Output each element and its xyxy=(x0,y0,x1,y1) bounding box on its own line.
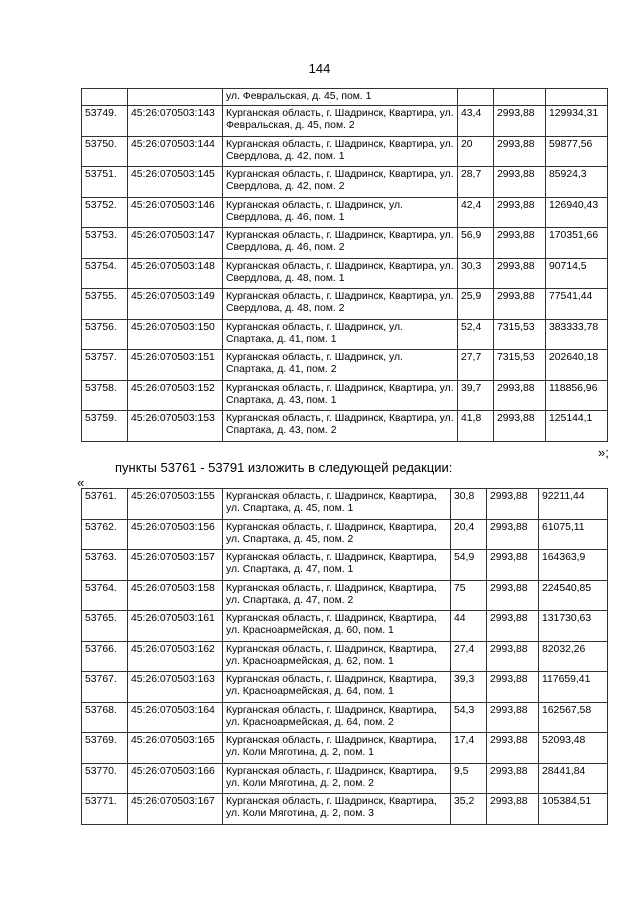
table-row xyxy=(82,550,608,581)
area-cell: 56,9 xyxy=(458,228,494,259)
row-number-cell: 53763. xyxy=(82,550,128,581)
value-cell xyxy=(546,89,608,106)
rate-cell: 2993,88 xyxy=(494,136,546,167)
cadastral-number-cell: 45:26:070503:153 xyxy=(128,411,223,442)
cadastral-number-cell: 45:26:070503:147 xyxy=(128,228,223,259)
cadastral-number-cell: 45:26:070503:167 xyxy=(128,794,223,825)
address-cell: Курганская область, г. Шадринск, Квартира, ул. Свердлова, д. 42, пом. 2 xyxy=(223,167,458,198)
value-cell: 164363,9 xyxy=(539,550,608,581)
row-number-cell: 53751. xyxy=(82,167,128,198)
address-cell: Курганская область, г. Шадринск, Квартира, ул. Коли Мяготина, д. 2, пом. 1 xyxy=(223,733,451,764)
value-cell: 77541,44 xyxy=(546,289,608,320)
cadastral-number-cell: 45:26:070503:165 xyxy=(128,733,223,764)
value-cell: 90714,5 xyxy=(546,258,608,289)
cadastral-number-cell: 45:26:070503:151 xyxy=(128,350,223,381)
rate-cell: 2993,88 xyxy=(494,228,546,259)
address-cell: Курганская область, г. Шадринск, Квартира, ул. Свердлова, д. 48, пом. 2 xyxy=(223,289,458,320)
table-row xyxy=(82,611,608,642)
value-cell: 170351,66 xyxy=(546,228,608,259)
opening-quote: « xyxy=(77,475,85,490)
value-cell: 202640,18 xyxy=(546,350,608,381)
row-number-cell: 53756. xyxy=(82,319,128,350)
area-cell: 75 xyxy=(451,580,487,611)
area-cell: 35,2 xyxy=(451,794,487,825)
area-cell: 39,7 xyxy=(458,380,494,411)
cadastral-number-cell: 45:26:070503:155 xyxy=(128,489,223,520)
address-cell: Курганская область, г. Шадринск, Квартира, ул. Коли Мяготина, д. 2, пом. 2 xyxy=(223,763,451,794)
cadastral-number-cell: 45:26:070503:144 xyxy=(128,136,223,167)
row-number-cell: 53766. xyxy=(82,641,128,672)
address-cell: ул. Февральская, д. 45, пом. 1 xyxy=(223,89,458,106)
address-cell: Курганская область, г. Шадринск, Квартира, ул. Спартака, д. 45, пом. 1 xyxy=(223,489,451,520)
rate-cell: 2993,88 xyxy=(487,672,539,703)
value-cell: 61075,11 xyxy=(539,519,608,550)
rate-cell: 2993,88 xyxy=(487,641,539,672)
value-cell: 126940,43 xyxy=(546,197,608,228)
rate-cell: 7315,53 xyxy=(494,350,546,381)
address-cell: Курганская область, г. Шадринск, Квартира, ул. Красноармейская, д. 64, пом. 1 xyxy=(223,672,451,703)
table-row xyxy=(82,411,608,442)
area-cell: 41,8 xyxy=(458,411,494,442)
row-number-cell: 53758. xyxy=(82,380,128,411)
row-number-cell: 53755. xyxy=(82,289,128,320)
rate-cell: 2993,88 xyxy=(487,611,539,642)
value-cell: 383333,78 xyxy=(546,319,608,350)
area-cell: 54,3 xyxy=(451,702,487,733)
area-cell: 52,4 xyxy=(458,319,494,350)
rate-cell: 2993,88 xyxy=(494,197,546,228)
rate-cell xyxy=(494,89,546,106)
table-row xyxy=(82,672,608,703)
row-number-cell: 53759. xyxy=(82,411,128,442)
row-number-cell: 53765. xyxy=(82,611,128,642)
cadastral-number-cell: 45:26:070503:143 xyxy=(128,106,223,137)
table-row xyxy=(82,733,608,764)
address-cell: Курганская область, г. Шадринск, Квартира, ул. Февральская, д. 45, пом. 2 xyxy=(223,106,458,137)
area-cell: 54,9 xyxy=(451,550,487,581)
value-cell: 125144,1 xyxy=(546,411,608,442)
address-cell: Курганская область, г. Шадринск, ул. Спартака, д. 41, пом. 1 xyxy=(223,319,458,350)
table-row xyxy=(82,167,608,198)
table-row xyxy=(82,319,608,350)
cadastral-number-cell: 45:26:070503:148 xyxy=(128,258,223,289)
table-row xyxy=(82,380,608,411)
rate-cell: 2993,88 xyxy=(494,106,546,137)
address-cell: Курганская область, г. Шадринск, Квартира, ул. Спартака, д. 43, пом. 2 xyxy=(223,411,458,442)
value-cell: 28441,84 xyxy=(539,763,608,794)
cadastral-number-cell: 45:26:070503:152 xyxy=(128,380,223,411)
table-row xyxy=(82,350,608,381)
row-number-cell xyxy=(82,89,128,106)
cadastral-number-cell: 45:26:070503:150 xyxy=(128,319,223,350)
area-cell: 30,3 xyxy=(458,258,494,289)
rate-cell: 2993,88 xyxy=(494,380,546,411)
row-number-cell: 53770. xyxy=(82,763,128,794)
rate-cell: 2993,88 xyxy=(487,580,539,611)
area-cell: 39,3 xyxy=(451,672,487,703)
value-cell: 52093,48 xyxy=(539,733,608,764)
value-cell: 59877,56 xyxy=(546,136,608,167)
rate-cell: 2993,88 xyxy=(487,550,539,581)
area-cell: 44 xyxy=(451,611,487,642)
address-cell: Курганская область, г. Шадринск, Квартира, ул. Свердлова, д. 46, пом. 2 xyxy=(223,228,458,259)
cadastral-number-cell: 45:26:070503:157 xyxy=(128,550,223,581)
area-cell: 9,5 xyxy=(451,763,487,794)
address-cell: Курганская область, г. Шадринск, Квартира, ул. Красноармейская, д. 62, пом. 1 xyxy=(223,641,451,672)
value-cell: 92211,44 xyxy=(539,489,608,520)
area-cell: 30,8 xyxy=(451,489,487,520)
cadastral-number-cell: 45:26:070503:146 xyxy=(128,197,223,228)
rate-cell: 2993,88 xyxy=(494,167,546,198)
cadastral-number-cell: 45:26:070503:163 xyxy=(128,672,223,703)
rate-cell: 2993,88 xyxy=(487,702,539,733)
address-cell: Курганская область, г. Шадринск, ул. Свердлова, д. 46, пом. 1 xyxy=(223,197,458,228)
rate-cell: 2993,88 xyxy=(494,411,546,442)
area-cell: 42,4 xyxy=(458,197,494,228)
table-row xyxy=(82,289,608,320)
area-cell: 43,4 xyxy=(458,106,494,137)
cadastral-number-cell: 45:26:070503:166 xyxy=(128,763,223,794)
area-cell: 28,7 xyxy=(458,167,494,198)
row-number-cell: 53754. xyxy=(82,258,128,289)
row-number-cell: 53767. xyxy=(82,672,128,703)
table-row xyxy=(82,763,608,794)
cadastral-number-cell: 45:26:070503:156 xyxy=(128,519,223,550)
address-cell: Курганская область, г. Шадринск, Квартира, ул. Свердлова, д. 48, пом. 1 xyxy=(223,258,458,289)
value-cell: 82032,26 xyxy=(539,641,608,672)
row-number-cell: 53757. xyxy=(82,350,128,381)
rate-cell: 2993,88 xyxy=(487,519,539,550)
address-cell: Курганская область, г. Шадринск, Квартира, ул. Свердлова, д. 42, пом. 1 xyxy=(223,136,458,167)
table-row xyxy=(82,641,608,672)
property-table-continued xyxy=(81,88,608,442)
area-cell: 27,7 xyxy=(458,350,494,381)
row-number-cell: 53752. xyxy=(82,197,128,228)
area-cell xyxy=(458,89,494,106)
row-number-cell: 53771. xyxy=(82,794,128,825)
area-cell: 20,4 xyxy=(451,519,487,550)
rate-cell: 2993,88 xyxy=(494,258,546,289)
row-number-cell: 53764. xyxy=(82,580,128,611)
table-row xyxy=(82,519,608,550)
table-row xyxy=(82,794,608,825)
page-number: 144 xyxy=(308,61,331,76)
rate-cell: 7315,53 xyxy=(494,319,546,350)
row-number-cell: 53761. xyxy=(82,489,128,520)
rate-cell: 2993,88 xyxy=(487,733,539,764)
value-cell: 117659,41 xyxy=(539,672,608,703)
table-row xyxy=(82,258,608,289)
cadastral-number-cell: 45:26:070503:161 xyxy=(128,611,223,642)
row-number-cell: 53753. xyxy=(82,228,128,259)
address-cell: Курганская область, г. Шадринск, Квартира, ул. Спартака, д. 43, пом. 1 xyxy=(223,380,458,411)
address-cell: Курганская область, г. Шадринск, Квартира, ул. Красноармейская, д. 64, пом. 2 xyxy=(223,702,451,733)
value-cell: 224540,85 xyxy=(539,580,608,611)
cadastral-number-cell: 45:26:070503:164 xyxy=(128,702,223,733)
row-number-cell: 53762. xyxy=(82,519,128,550)
area-cell: 20 xyxy=(458,136,494,167)
address-cell: Курганская область, г. Шадринск, Квартира, ул. Спартака, д. 47, пом. 2 xyxy=(223,580,451,611)
table-row xyxy=(82,136,608,167)
value-cell: 118856,96 xyxy=(546,380,608,411)
cadastral-number-cell: 45:26:070503:162 xyxy=(128,641,223,672)
area-cell: 25,9 xyxy=(458,289,494,320)
table-row xyxy=(82,197,608,228)
table-row xyxy=(82,106,608,137)
address-cell: Курганская область, г. Шадринск, Квартира, ул. Коли Мяготина, д. 2, пом. 3 xyxy=(223,794,451,825)
address-cell: Курганская область, г. Шадринск, Квартира, ул. Спартака, д. 47, пом. 1 xyxy=(223,550,451,581)
table-row xyxy=(82,489,608,520)
row-number-cell: 53749. xyxy=(82,106,128,137)
rate-cell: 2993,88 xyxy=(487,763,539,794)
table-row xyxy=(82,580,608,611)
value-cell: 162567,58 xyxy=(539,702,608,733)
cadastral-number-cell xyxy=(128,89,223,106)
area-cell: 27,4 xyxy=(451,641,487,672)
value-cell: 131730,63 xyxy=(539,611,608,642)
area-cell: 17,4 xyxy=(451,733,487,764)
table-row xyxy=(82,89,608,106)
cadastral-number-cell: 45:26:070503:145 xyxy=(128,167,223,198)
value-cell: 85924,3 xyxy=(546,167,608,198)
property-table-amended xyxy=(81,488,608,825)
address-cell: Курганская область, г. Шадринск, Квартира, ул. Спартака, д. 45, пом. 2 xyxy=(223,519,451,550)
cadastral-number-cell: 45:26:070503:149 xyxy=(128,289,223,320)
row-number-cell: 53750. xyxy=(82,136,128,167)
table-row xyxy=(82,702,608,733)
address-cell: Курганская область, г. Шадринск, ул. Спартака, д. 41, пом. 2 xyxy=(223,350,458,381)
cadastral-number-cell: 45:26:070503:158 xyxy=(128,580,223,611)
table-row xyxy=(82,228,608,259)
closing-quote: »; xyxy=(598,445,609,460)
row-number-cell: 53768. xyxy=(82,702,128,733)
value-cell: 129934,31 xyxy=(546,106,608,137)
address-cell: Курганская область, г. Шадринск, Квартира, ул. Красноармейская, д. 60, пом. 1 xyxy=(223,611,451,642)
value-cell: 105384,51 xyxy=(539,794,608,825)
row-number-cell: 53769. xyxy=(82,733,128,764)
rate-cell: 2993,88 xyxy=(487,794,539,825)
rate-cell: 2993,88 xyxy=(487,489,539,520)
amendment-instruction: пункты 53761 - 53791 изложить в следующей редакции: xyxy=(115,460,453,475)
rate-cell: 2993,88 xyxy=(494,289,546,320)
